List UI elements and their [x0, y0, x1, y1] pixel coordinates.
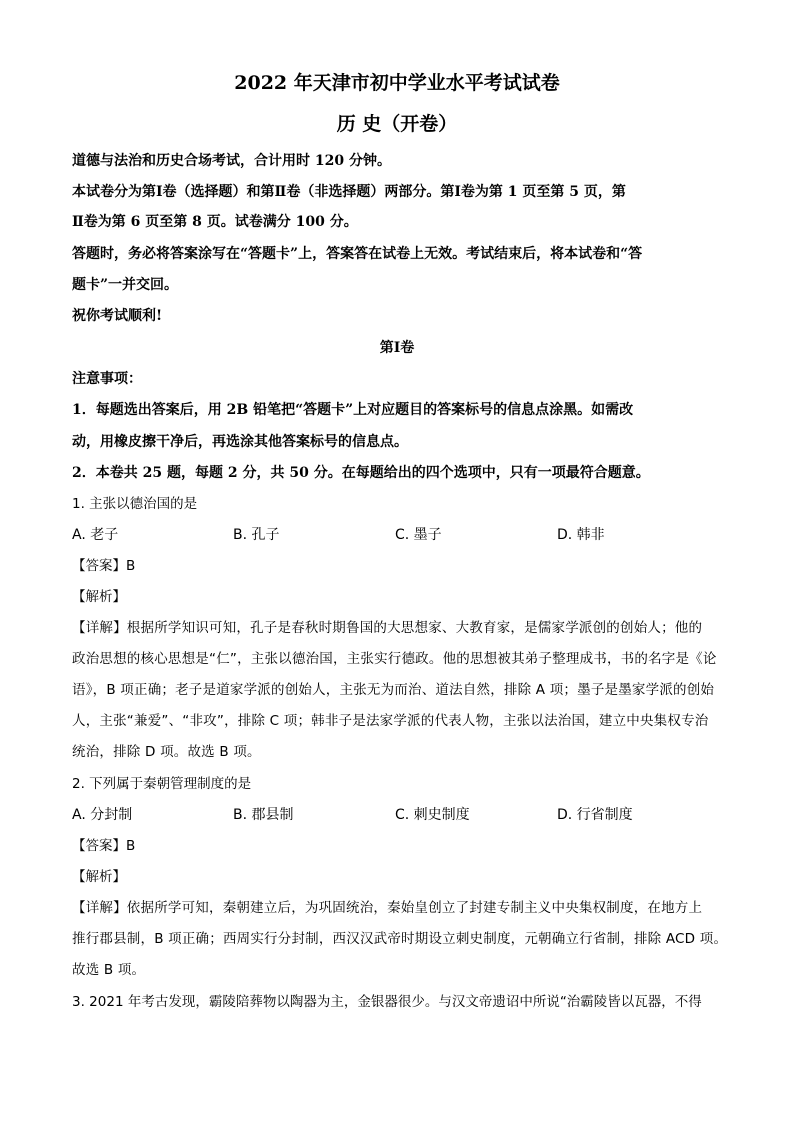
detail-line: 语》，B 项正确；老子是道家学派的创始人，主张无为而治、道法自然，排除 A 项；墨子是墨家学派的创始 — [72, 682, 715, 698]
intro-line: 答题时，务必将答案涂写在“答题卡”上，答案答在试卷上无效。考试结束后，将本试卷和“答 — [72, 246, 643, 262]
option-b: B. 郡县制 — [233, 807, 294, 823]
option-c: C. 刺史制度 — [395, 807, 470, 823]
detail-line: 【详解】依据所学可知，秦朝建立后，为巩固统治，秦始皇创立了封建专制主义中央集权制度，在地方上 — [72, 900, 703, 916]
option-d: D. 行省制度 — [557, 807, 633, 823]
question-stem: 1. 主张以德治国的是 — [72, 496, 198, 512]
section-title: 第Ⅰ卷 — [379, 340, 415, 356]
notice-line: 2．本卷共 25 题，每题 2 分，共 50 分。在每题给出的四个选项中，只有一项最符合题意。 — [72, 465, 650, 481]
analysis-label: 【解析】 — [72, 589, 126, 605]
notice-line: 动，用橡皮擦干净后，再选涂其他答案标号的信息点。 — [72, 434, 408, 450]
analysis-label: 【解析】 — [72, 869, 126, 885]
option-c: C. 墨子 — [395, 527, 442, 543]
detail-line: 故选 B 项。 — [72, 962, 146, 978]
question-stem: 3. 2021 年考古发现，霸陵陪葬物以陶器为主，金银器很少。与汉文帝遗诏中所说“治霸陵皆以瓦器，不得 — [72, 994, 702, 1010]
detail-line: 统治，排除 D 项。故选 B 项。 — [72, 744, 261, 760]
answer-label: 【答案】B — [72, 558, 136, 574]
option-a: A. 分封制 — [72, 807, 133, 823]
detail-line: 人，主张“兼爱”、“非攻”，排除 C 项；韩非子是法家学派的代表人物，主张以法治国，建立中央集权专治 — [72, 713, 709, 729]
question-stem: 2. 下列属于秦朝管理制度的是 — [72, 776, 252, 792]
subject-title: 历 史（开卷） — [336, 113, 458, 135]
intro-line: 道德与法治和历史合场考试，合计用时 120 分钟。 — [72, 153, 391, 169]
option-b: B. 孔子 — [233, 527, 280, 543]
option-d: D. 韩非 — [557, 527, 605, 543]
good-luck-line: 祝你考试顺利! — [72, 308, 163, 324]
notice-heading: 注意事项： — [72, 371, 142, 387]
intro-line: 题卡”一并交回。 — [72, 277, 179, 293]
answer-label: 【答案】B — [72, 838, 136, 854]
exam-title: 2022 年天津市初中学业水平考试试卷 — [234, 72, 560, 94]
intro-line: Ⅱ卷为第 6 页至第 8 页。试卷满分 100 分。 — [72, 214, 358, 230]
detail-line: 政治思想的核心思想是“仁”，主张以德治国，主张实行德政。他的思想被其弟子整理成书，书的名字是《论 — [72, 651, 717, 667]
intro-line: 本试卷分为第Ⅰ卷（选择题）和第Ⅱ卷（非选择题）两部分。第Ⅰ卷为第 1 页至第 5 页，第 — [72, 184, 626, 200]
option-a: A. 老子 — [72, 527, 119, 543]
detail-line: 【详解】根据所学知识可知，孔子是春秋时期鲁国的大思想家、大教育家，是儒家学派创的创始人；他的 — [72, 620, 703, 636]
detail-line: 推行郡县制，B 项正确；西周实行分封制，西汉汉武帝时期设立刺史制度，元朝确立行省制，排除 ACD 项。 — [72, 931, 728, 947]
notice-line: 1．每题选出答案后，用 2B 铅笔把“答题卡”上对应题目的答案标号的信息点涂黑。如需改 — [72, 402, 634, 418]
